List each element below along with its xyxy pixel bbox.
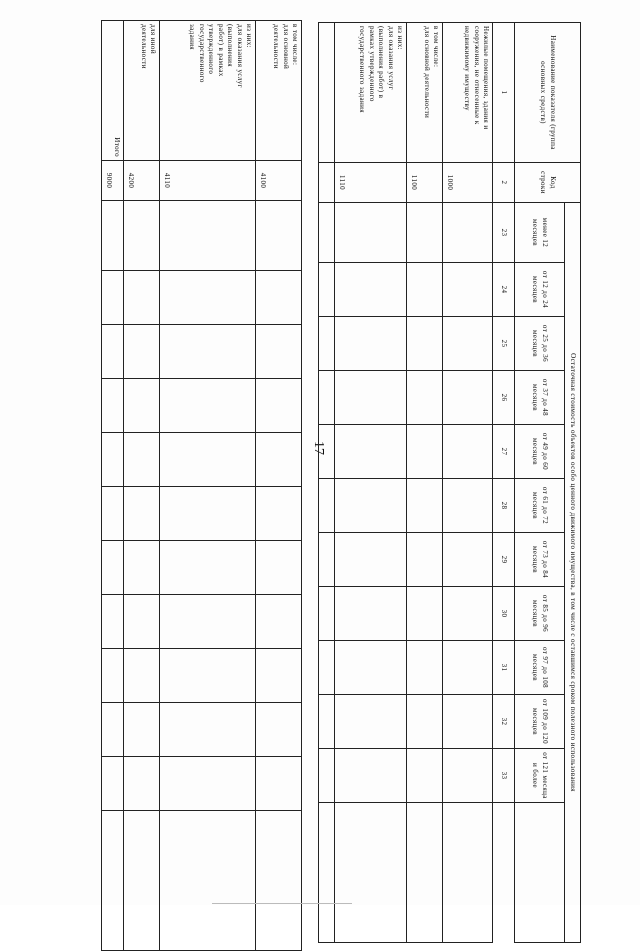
- period-header: от 85 до 96 месяцев: [515, 587, 565, 641]
- row-code: 1100: [407, 163, 443, 203]
- period-header: менее 12 месяцев: [515, 203, 565, 263]
- col-number: 2: [493, 163, 515, 203]
- col-number: 26: [493, 371, 515, 425]
- header-code: Код строки: [515, 163, 581, 203]
- row-label: из них: для оказания услуг (выполнения работ) в рамках утвержденного государственного задания: [335, 23, 407, 163]
- lower-row-1110: [335, 23, 407, 943]
- upper-row-4110: [160, 21, 256, 951]
- upper-row-total: [102, 21, 124, 951]
- row-code: 4200: [124, 161, 160, 201]
- period-header: от 61 до 72 месяцев: [515, 479, 565, 533]
- header-residual-value: Остаточная стоимость объектов особо ценного движимого имущества, в том числе с оставшимся сроком полезного использования: [565, 203, 581, 943]
- lower-row-1100: [407, 23, 443, 943]
- column-number-row: [493, 23, 515, 943]
- period-header: от 12 до 24 месяцев: [515, 263, 565, 317]
- period-header: от 25 до 36 месяцев: [515, 317, 565, 371]
- period-header: от 109 до 120 месяцев: [515, 695, 565, 749]
- col-number: 24: [493, 263, 515, 317]
- header-indicator: Наименование показателя (группа основных средств): [515, 23, 581, 163]
- lower-table-wrapper: [318, 22, 581, 943]
- period-header: от 37 до 48 месяцев: [515, 371, 565, 425]
- row-label: в том числе: для основной деятельности: [256, 21, 302, 161]
- row-label: из них: для оказания услуг (выполнения работ) в рамках утвержденного государственного задания: [160, 21, 256, 161]
- upper-row-4100: [256, 21, 302, 951]
- row-code: 4100: [256, 161, 302, 201]
- page-number: 17: [311, 441, 326, 455]
- col-number: 28: [493, 479, 515, 533]
- col-number: 25: [493, 317, 515, 371]
- period-header-empty: [515, 803, 565, 943]
- col-number: 32: [493, 695, 515, 749]
- lower-row-empty: [319, 23, 335, 943]
- row-code: 4110: [160, 161, 256, 201]
- period-header: от 121 месяца и более: [515, 749, 565, 803]
- period-header: от 73 до 84 месяцев: [515, 533, 565, 587]
- scan-edge-line: [212, 903, 352, 904]
- col-number: 30: [493, 587, 515, 641]
- lower-table: [318, 22, 581, 943]
- row-label: в том числе: для основной деятельности: [407, 23, 443, 163]
- row-code: 9000: [102, 161, 124, 201]
- lower-row-1000: [443, 23, 493, 943]
- col-number: 29: [493, 533, 515, 587]
- col-number: 27: [493, 425, 515, 479]
- row-label: Нежилые помещения, здания и сооружения, не отнесенные к недвижимому имуществу: [443, 23, 493, 163]
- row-code: 1110: [335, 163, 407, 203]
- period-header: от 49 до 60 месяцев: [515, 425, 565, 479]
- row-code: 1000: [443, 163, 493, 203]
- col-number: 33: [493, 749, 515, 803]
- upper-row-4200: [124, 21, 160, 951]
- col-number: 31: [493, 641, 515, 695]
- upper-table: [101, 20, 302, 951]
- col-number: 1: [493, 23, 515, 163]
- period-header: от 97 до 108 месяцев: [515, 641, 565, 695]
- row-label: Итого: [102, 21, 124, 161]
- upper-table-wrapper: [101, 20, 302, 951]
- col-number: 23: [493, 203, 515, 263]
- row-label: для иной деятельности: [124, 21, 160, 161]
